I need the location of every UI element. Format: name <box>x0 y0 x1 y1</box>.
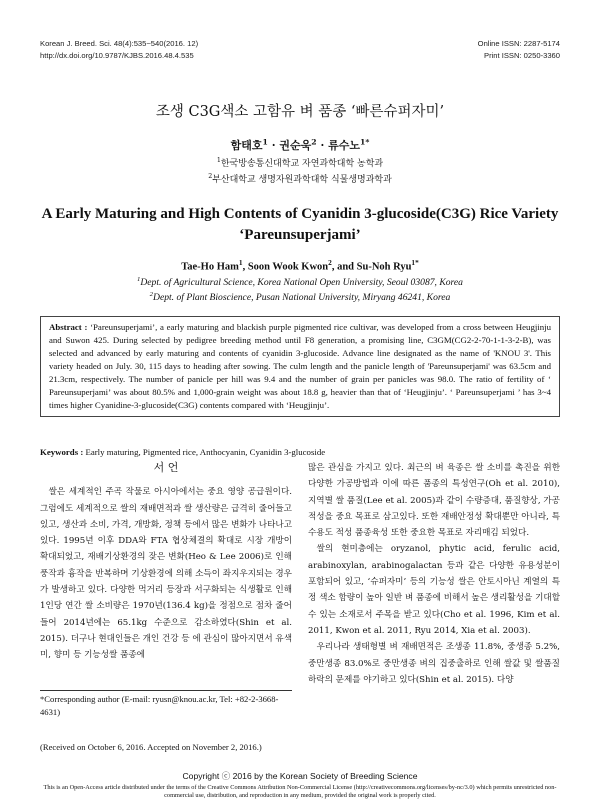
english-authors: Tae-Ho Ham$^1$, Soon Wook Kwon$^2$, and Su-Noh Ryu$^{1*}$ <box>181 258 419 273</box>
english-title: A Early Maturing and High Contents of Cyanidin 3-glucoside(C3G) Rice Variety ‘Pareunsuperjami’ <box>41 206 559 243</box>
paragraph: 쌀은 세계적인 주곡 작물로 아시아에서는 중요 영양 공급원이다. 그럼에도 세계적으로 쌀의 재배면적과 쌀 생산량은 급격히 줄어들고 있고, 생산과 소비, 가격, 개방화, 정책 등에서 많은 변화가 나타나고 있다. 1995년 이후 DDA와 FTA 협상체결의 확대로 시장 개방이 확대되었고, 재배기상환경의 잦은 변화(Heo & Lee 2006)로 인해 풍작과 흉작을 반복하며 기상환경에 의해 소득이 좌지우지되는 경우가 발생하고 있다. 다양한 먹거리 등장과 서구화되는 식생활로 인해 1인당 연간 쌀 소비량은 1970년(136.4 kg)을 정점으로 점차 줄어들어 2014년에는 65.1kg 수준으로 감소하였다(Shin et al. 2015). 더구나 현대인들은 개인 건강 등 에 관심이 많아지면서 유색미, 향미 등 기능성쌀 품종에 <box>40 487 292 661</box>
right-column <box>308 460 560 688</box>
author-en-1: Tae-Ho Ham <box>181 261 239 273</box>
english-affiliation-1: $^1$Dept. of Agricultural Science, Korea National Open University, Seoul 03087, Korea <box>137 276 463 289</box>
korean-affiliation-2: $^2$부산대학교 생명자원과학대학 식물생명과학과 <box>208 173 392 185</box>
section-heading-introduction: 서 언 <box>153 461 179 474</box>
print-issn: Print ISSN: 0250-3360 <box>484 51 560 60</box>
journal-citation: Korean J. Breed. Sci. 48(4):535~540(2016. 12) <box>40 39 199 48</box>
open-access-notice: This is an Open-Access article distributed under the terms of the Creative Commons Attribution Non-Commercial License (http://creativecommons.org/licenses/by-nc/3.0) which permits unrestricted non-commercial use, distribution, and reproduction in any medium, provided the original work is properly cited. <box>43 784 557 799</box>
korean-affiliation-1: $^1$한국방송통신대학교 자연과학대학 농학과 <box>216 157 384 169</box>
author-ko-2: 권순욱 <box>279 139 312 152</box>
abstract-label: Abstract : <box>49 322 91 332</box>
corresponding-author-footnote: *Corresponding author (E-mail: ryusn@knou.ac.kr, Tel: +82-2-3668-4631) <box>40 694 279 717</box>
footnote-divider <box>40 690 292 691</box>
abstract-box <box>40 316 560 417</box>
keywords <box>40 447 560 457</box>
issn-header <box>478 38 560 62</box>
online-issn: Online ISSN: 2287-5174 <box>477 39 560 48</box>
author-ko-1: 함태호 <box>230 139 263 152</box>
doi-link[interactable]: http://dx.doi.org/10.9787/KJBS.2016.48.4.535 <box>40 51 194 60</box>
abstract-text: ‘Pareunsuperjami’, a early maturing and blackish purple pigmented rice cultivar, was developed from a cross between Heugjinju and Suwon 425. During selected by pedigree breeding method until F8 generation, a promising line, C3GM(CG2-2-70-1-1-3-2-B), was selected and advanced by early maturing and contents of cyanidin 3-glucoside. Advance line designated as the name of 'KNOU 3'. This variety headed on July. 30, 115 days to heading after sowing. The culm length and the panicle length of 'Pareunsuperjami' was 63.5cm and 21.3cm, respectively. The number of panicle per hill was 9.4 and the number of grain per panicles was 98.0. The ratio of fertility of ‘ Pareunsuperjami’ was about 80.5% and 1,000-grain weight was about 18.8 g, heavier than that of ‘Heugjinju’. ‘ Pareunsuperjami ’ has 3~4 times higher Cyanidine-3-glucoside(C3G) contents compared with ‘Heugjinju’. <box>49 322 551 410</box>
journal-header <box>40 38 198 62</box>
paragraph: 우리나라 생태형별 벼 재배면적은 조생종 11.8%, 중생종 5.2%, 중만생종 83.0%로 중만생종 벼의 집중출하로 인해 쌀값 및 쌀품질 하락의 문제를 야기하고 있다(Shin et al. 2015). 다양 <box>308 642 560 685</box>
copyright-line: Copyright ⓒ 2016 by the Korean Society of Breeding Science <box>182 771 418 781</box>
paragraph: 많은 관심을 가지고 있다. 최근의 벼 육종은 쌀 소비를 촉진을 위한 다양한 가공방법과 이에 따른 품종의 특성연구(Oh et al. 2010), 지역별 쌀 품질(Lee et al. 2005)과 같이 수량증대, 품질향상, 가공적성을 중요 목표로 삼고있다. 또한 재배안정성 확대뿐만 아니라, 특수용도 적성 품종육성 또한 중요한 목표로 자리매김 되었다. <box>308 463 560 539</box>
author-ko-3: 류수노 <box>328 139 360 152</box>
korean-authors: 함태호$^1$ · 권순욱$^2$ · 류수노$^{1*}$ <box>230 137 370 152</box>
keywords-label: Keywords : <box>40 447 86 457</box>
received-dates: (Received on October 6, 2016. Accepted on November 2, 2016.) <box>40 742 262 752</box>
author-en-2: Soon Wook Kwon <box>247 261 329 273</box>
korean-title: 조생 C3G색소 고함유 벼 품종 ‘빠른슈퍼자미’ <box>155 104 445 120</box>
english-affiliation-2: $^2$Dept. of Plant Bioscience, Pusan National University, Miryang 46241, Korea <box>149 291 451 304</box>
paragraph: 쌀의 현미층에는 oryzanol, phytic acid, ferulic acid, arabinoxylan, arabinogalactan 등과 같은 다양한 유용성분이 포함되어 있고, ‘슈퍼자미’ 등의 기능성 쌀은 안토시아닌 계열의 특정 색소 함량이 높아 일반 벼 품종에 비해서 높은 생리활성을 기대할 수 있는 소재로서 주목을 받고 있다(Cho et al. 1996, Kim et al. 2011, Kwon et al. 2011, Ryu 2014, Xia et al. 2003). <box>308 544 560 636</box>
author-en-3: Su-Noh Ryu <box>356 261 412 273</box>
left-column <box>40 460 292 664</box>
keywords-text: Early maturing, Pigmented rice, Anthocyanin, Cyanidin 3-glucoside <box>85 447 326 457</box>
